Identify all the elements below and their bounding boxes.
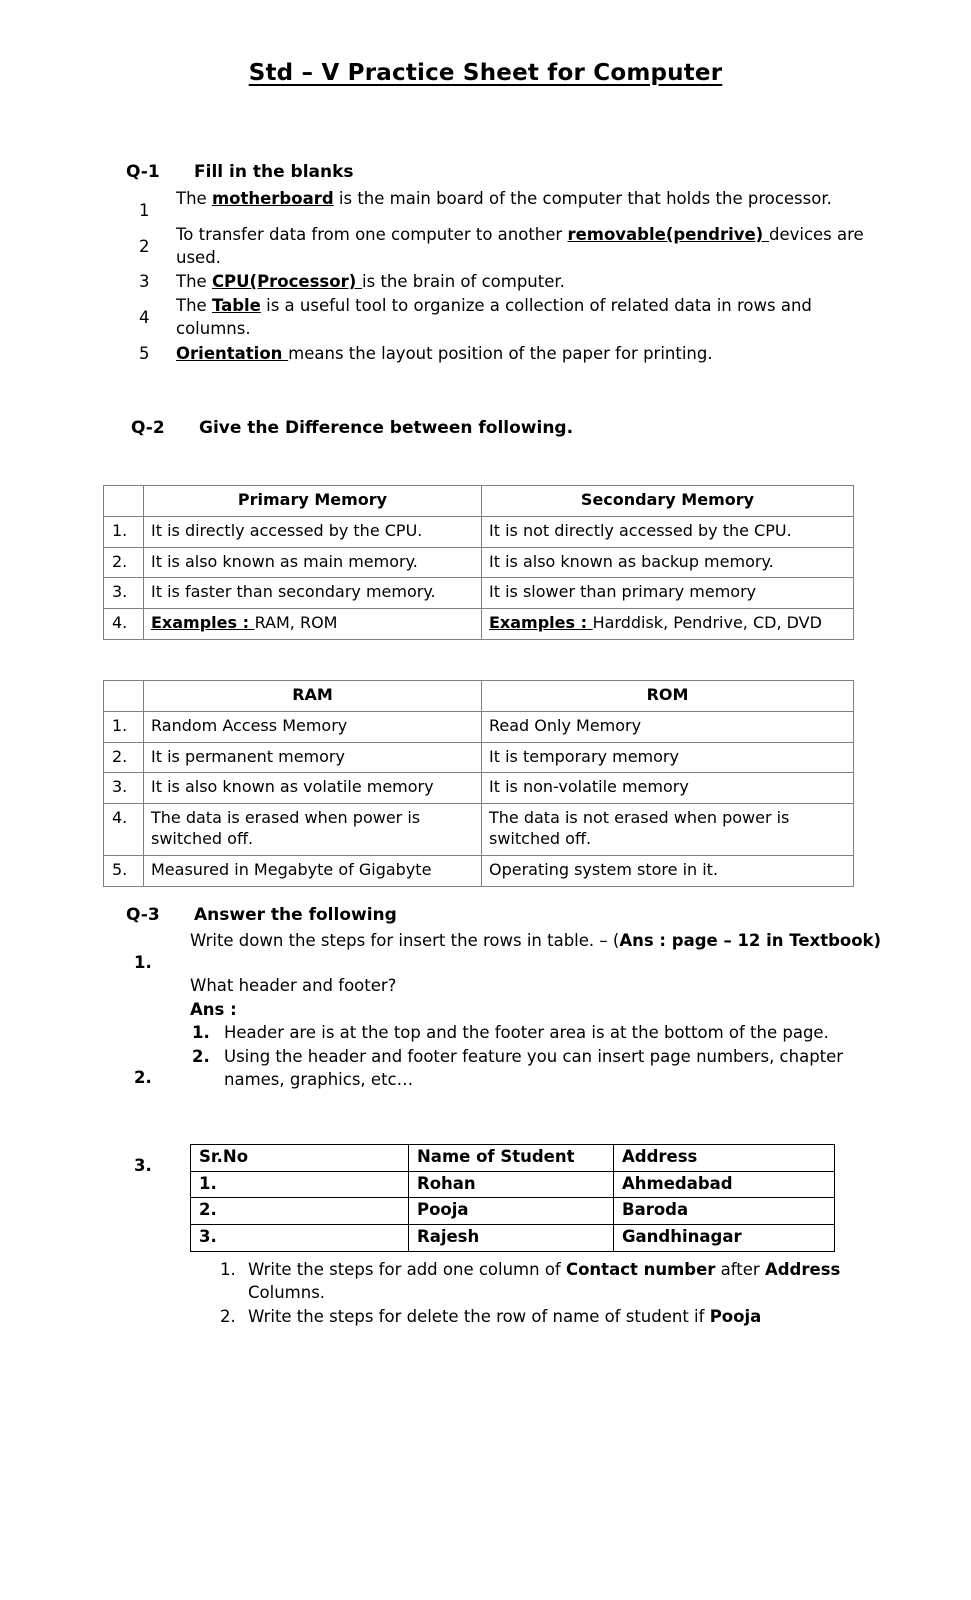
section-q2 xyxy=(131,418,891,438)
table-row xyxy=(191,1198,835,1225)
q1-item-3 xyxy=(126,270,886,293)
q1-blank-answer: removable(pendrive) xyxy=(567,225,769,245)
q3-body xyxy=(126,929,906,1177)
table-cell-ram: Measured in Megabyte of Gigabyte xyxy=(144,855,482,886)
tail-text-part: after xyxy=(715,1260,765,1279)
q3-item1-answer-ref: Ans : page – 12 in Textbook) xyxy=(619,931,882,950)
table-header-cell-primary: Primary Memory xyxy=(144,486,482,517)
table-cell-name: Rohan xyxy=(409,1171,614,1198)
list-item xyxy=(192,1021,906,1044)
table-cell-sr: 4. xyxy=(104,804,144,856)
table-student-records xyxy=(190,1144,835,1252)
q1-item-text xyxy=(154,270,886,293)
table-header-cell-name: Name of Student xyxy=(409,1145,614,1172)
table-header-cell-ram: RAM xyxy=(144,681,482,712)
tail-text-part: Columns. xyxy=(248,1283,326,1303)
tail-text-bold: Contact number xyxy=(565,1260,716,1279)
q3-item-number: 3. xyxy=(134,1155,152,1175)
table-cell-secondary: It is also known as backup memory. xyxy=(482,547,854,578)
q1-text-part: is the brain of computer. xyxy=(362,272,565,292)
tail-list xyxy=(218,1258,858,1328)
section-q1 xyxy=(126,162,886,366)
table-cell-sr: 2. xyxy=(104,547,144,578)
q1-text-part: The xyxy=(176,272,212,292)
list-marker: 1. xyxy=(220,1260,236,1279)
table-cell-address: Ahmedabad xyxy=(614,1171,835,1198)
table-cell-rom: It is temporary memory xyxy=(482,742,854,773)
q2-heading-row xyxy=(131,418,891,438)
q3-item-2 xyxy=(126,974,906,1091)
q3-item-1 xyxy=(126,929,906,974)
table-cell-srno: 1. xyxy=(191,1171,409,1198)
q1-item-number: 5 xyxy=(139,343,150,363)
list-item xyxy=(192,1045,906,1092)
tail-text-bold: Pooja xyxy=(709,1306,762,1326)
table-cell-rom: The data is not erased when power is switched off. xyxy=(482,804,854,856)
q3-item2-sublist xyxy=(190,1021,906,1091)
table-cell-sr: 1. xyxy=(104,711,144,742)
q3-item3-tail-list xyxy=(218,1258,858,1328)
table-row xyxy=(104,516,854,547)
table-cell-ram: The data is erased when power is switched off. xyxy=(144,804,482,856)
q1-title: Fill in the blanks xyxy=(194,162,354,182)
q3-item-number: 2. xyxy=(134,1068,152,1088)
table-cell-name: Pooja xyxy=(409,1198,614,1225)
q1-item-number: 3 xyxy=(139,272,150,292)
table-row xyxy=(104,609,854,640)
q1-item-text xyxy=(154,294,886,340)
q1-heading-row xyxy=(126,162,886,182)
table-row xyxy=(104,855,854,886)
list-item xyxy=(220,1258,858,1305)
q1-text-part: To transfer data from one computer to another xyxy=(176,225,568,245)
table-cell-secondary: It is not directly accessed by the CPU. xyxy=(482,516,854,547)
tail-text-part: Write the steps for delete the row of name of student if xyxy=(248,1306,710,1326)
examples-value: RAM, ROM xyxy=(254,613,338,633)
table-cell-rom: It is non-volatile memory xyxy=(482,773,854,804)
q3-item-number: 1. xyxy=(134,953,152,972)
table-header-cell-sr xyxy=(104,681,144,712)
table-primary-secondary-memory xyxy=(103,485,854,640)
q1-blank-answer: Orientation xyxy=(176,343,289,363)
q1-item-number: 1 xyxy=(139,201,150,220)
table-cell-sr: 5. xyxy=(104,855,144,886)
examples-label: Examples : xyxy=(489,613,593,633)
page-title: Std – V Practice Sheet for Computer xyxy=(248,60,723,86)
q3-item2-question: What header and footer? xyxy=(190,976,397,996)
table-cell-srno: 2. xyxy=(191,1198,409,1225)
table-row xyxy=(104,547,854,578)
q1-text-part: devices are used. xyxy=(176,225,864,268)
q3-title: Answer the following xyxy=(194,905,397,925)
q3-item-text xyxy=(190,974,906,1091)
table-row xyxy=(104,711,854,742)
table-row xyxy=(104,804,854,856)
q3-item1-plain: Write down the steps for insert the rows in table. – ( xyxy=(190,931,620,950)
table-header-cell-sr xyxy=(104,486,144,517)
table-cell-rom: Operating system store in it. xyxy=(482,855,854,886)
list-marker: 2. xyxy=(192,1046,210,1066)
table-row xyxy=(104,742,854,773)
table-cell-secondary: It is slower than primary memory xyxy=(482,578,854,609)
table-cell-ram: Random Access Memory xyxy=(144,711,482,742)
q1-item-text xyxy=(154,187,886,210)
q1-item-number: 2 xyxy=(139,237,150,257)
list-marker: 1. xyxy=(192,1023,210,1043)
q1-blank-answer: CPU(Processor) xyxy=(211,272,363,292)
section-q3 xyxy=(126,905,906,1177)
q2-title: Give the Difference between following. xyxy=(199,418,574,438)
q1-list xyxy=(126,187,886,365)
q1-label: Q-1 xyxy=(126,162,160,182)
q1-item-text xyxy=(154,223,886,269)
q1-text-part: means the layout position of the paper for printing. xyxy=(288,343,713,363)
table-header-cell-secondary: Secondary Memory xyxy=(482,486,854,517)
table-header-row xyxy=(104,486,854,517)
table-cell-sr: 3. xyxy=(104,578,144,609)
table-cell-primary xyxy=(144,609,482,640)
q1-blank-answer: Table xyxy=(211,296,261,316)
q1-item-number: 4 xyxy=(139,308,150,328)
table-ram-rom xyxy=(103,680,854,887)
table-header-cell-rom: ROM xyxy=(482,681,854,712)
q3-item2-ans-label: Ans : xyxy=(190,999,237,1019)
table-cell-sr: 2. xyxy=(104,742,144,773)
tail-text-bold: Address xyxy=(764,1260,841,1279)
list-marker: 2. xyxy=(220,1306,236,1326)
table-cell-ram: It is permanent memory xyxy=(144,742,482,773)
table-row xyxy=(191,1224,835,1251)
examples-value: Harddisk, Pendrive, CD, DVD xyxy=(592,613,822,633)
table-cell-srno: 3. xyxy=(191,1224,409,1251)
table-header-row xyxy=(191,1145,835,1172)
table-cell-secondary xyxy=(482,609,854,640)
q1-blank-answer: motherboard xyxy=(211,189,334,208)
table-row xyxy=(191,1171,835,1198)
table-cell-sr: 1. xyxy=(104,516,144,547)
table-cell-address: Gandhinagar xyxy=(614,1224,835,1251)
list-item xyxy=(220,1305,858,1328)
q1-text-part: The xyxy=(176,189,212,208)
q1-item-2 xyxy=(126,223,886,269)
tail-text-part: Write the steps for add one column of xyxy=(248,1260,566,1279)
q1-text-part: is the main board of the computer that holds the processor. xyxy=(333,189,832,208)
table-cell-name: Rajesh xyxy=(409,1224,614,1251)
list-item-text: Header are is at the top and the footer area is at the bottom of the page. xyxy=(224,1023,829,1043)
table-cell-primary: It is also known as main memory. xyxy=(144,547,482,578)
q3-label: Q-3 xyxy=(126,905,160,925)
q1-item-text xyxy=(154,342,886,365)
q1-item-4 xyxy=(126,294,886,340)
table-row xyxy=(104,773,854,804)
q1-text-part: The xyxy=(176,296,212,316)
table-header-cell-srno: Sr.No xyxy=(191,1145,409,1172)
table-header-row xyxy=(104,681,854,712)
table-cell-primary: It is faster than secondary memory. xyxy=(144,578,482,609)
table-cell-sr: 3. xyxy=(104,773,144,804)
q3-heading-row xyxy=(126,905,906,925)
q2-label: Q-2 xyxy=(131,418,165,438)
table-row xyxy=(104,578,854,609)
examples-label: Examples : xyxy=(151,613,255,633)
table-cell-ram: It is also known as volatile memory xyxy=(144,773,482,804)
table-header-cell-address: Address xyxy=(614,1145,835,1172)
q1-item-1 xyxy=(126,187,886,222)
table-cell-sr: 4. xyxy=(104,609,144,640)
list-item-text: Using the header and footer feature you can insert page numbers, chapter names, graphics, etc… xyxy=(224,1046,844,1090)
table-cell-primary: It is directly accessed by the CPU. xyxy=(144,516,482,547)
q3-item-text xyxy=(190,929,906,952)
q1-item-5 xyxy=(126,342,886,365)
table-cell-rom: Read Only Memory xyxy=(482,711,854,742)
q1-text-part: is a useful tool to organize a collection of related data in rows and columns. xyxy=(176,296,812,339)
table-cell-address: Baroda xyxy=(614,1198,835,1225)
